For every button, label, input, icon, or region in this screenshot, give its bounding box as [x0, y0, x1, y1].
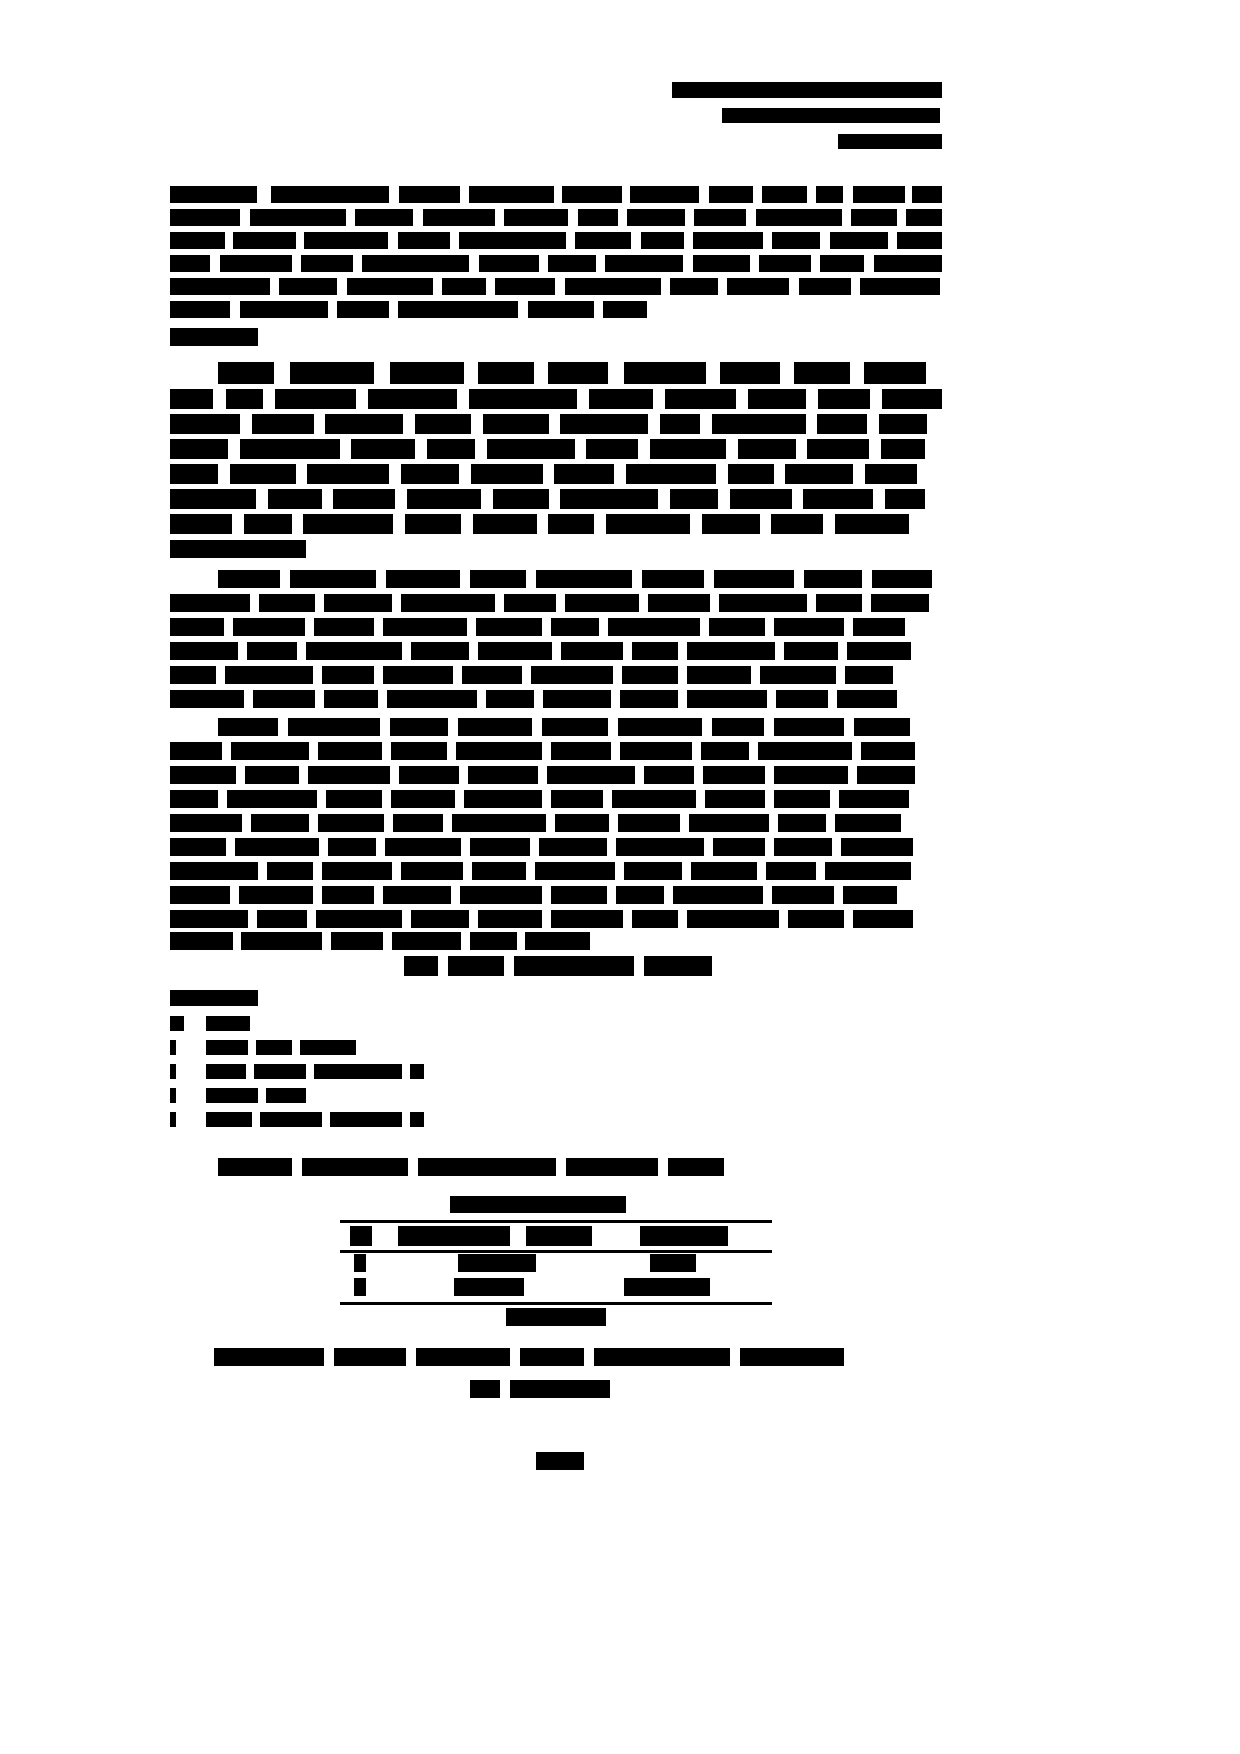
table-rule-top: [340, 1220, 772, 1223]
list-item: [170, 1016, 470, 1031]
text-line: [170, 642, 942, 660]
table-intro-line: [218, 1158, 858, 1176]
text-line: [170, 389, 942, 409]
text-line: [170, 439, 942, 459]
list-item: [170, 1088, 430, 1103]
text-line: [218, 362, 942, 384]
table-cell: [458, 1254, 536, 1272]
header-line-3: [838, 134, 942, 149]
list-item: [170, 1112, 550, 1127]
text-line: [170, 464, 942, 484]
text-line: [170, 514, 942, 534]
table-cell: [354, 1278, 366, 1296]
text-line: [218, 570, 942, 588]
text-line: [170, 690, 942, 708]
text-line: [170, 666, 942, 684]
text-line: [170, 886, 942, 904]
text-line: [170, 814, 942, 832]
text-line: [170, 618, 942, 636]
list-item: [170, 1040, 490, 1055]
text-line: [470, 1380, 650, 1398]
text-line: [170, 742, 942, 760]
section-heading-1: [170, 328, 258, 346]
table-rule-bottom: [340, 1302, 772, 1305]
table-title: [450, 1196, 626, 1213]
figure-caption: [404, 956, 724, 976]
table-cell: [354, 1254, 366, 1272]
list-item: [170, 1064, 570, 1079]
table-header-cell: [526, 1226, 592, 1246]
text-line: [214, 1348, 934, 1366]
table-rule-header: [340, 1250, 772, 1253]
text-line: [170, 209, 942, 226]
section-heading-2: [170, 540, 306, 558]
table-header-cell: [640, 1226, 728, 1246]
page-number: [536, 1452, 584, 1470]
table-cell: [624, 1278, 710, 1296]
header-line-1: [672, 82, 942, 98]
text-line: [170, 301, 770, 318]
text-line: [170, 278, 942, 295]
text-line: [170, 255, 942, 272]
table-footer-cell: [506, 1308, 606, 1326]
header-line-2: [722, 108, 940, 123]
text-line: [170, 489, 942, 509]
text-line: [170, 232, 942, 249]
text-line: [218, 718, 942, 736]
data-table: [340, 1196, 772, 1312]
text-line: [170, 838, 942, 856]
text-line: [170, 862, 942, 880]
section-heading-3: [170, 990, 258, 1006]
text-line: [170, 932, 590, 950]
text-line: [170, 766, 942, 784]
table-cell: [650, 1254, 696, 1272]
text-line: [170, 910, 942, 928]
text-line: [170, 790, 942, 808]
text-line: [170, 594, 942, 612]
table-header-cell: [398, 1226, 510, 1246]
text-line: [170, 186, 942, 203]
table-cell: [454, 1278, 524, 1296]
table-header-cell: [350, 1226, 372, 1246]
text-line: [170, 414, 942, 434]
